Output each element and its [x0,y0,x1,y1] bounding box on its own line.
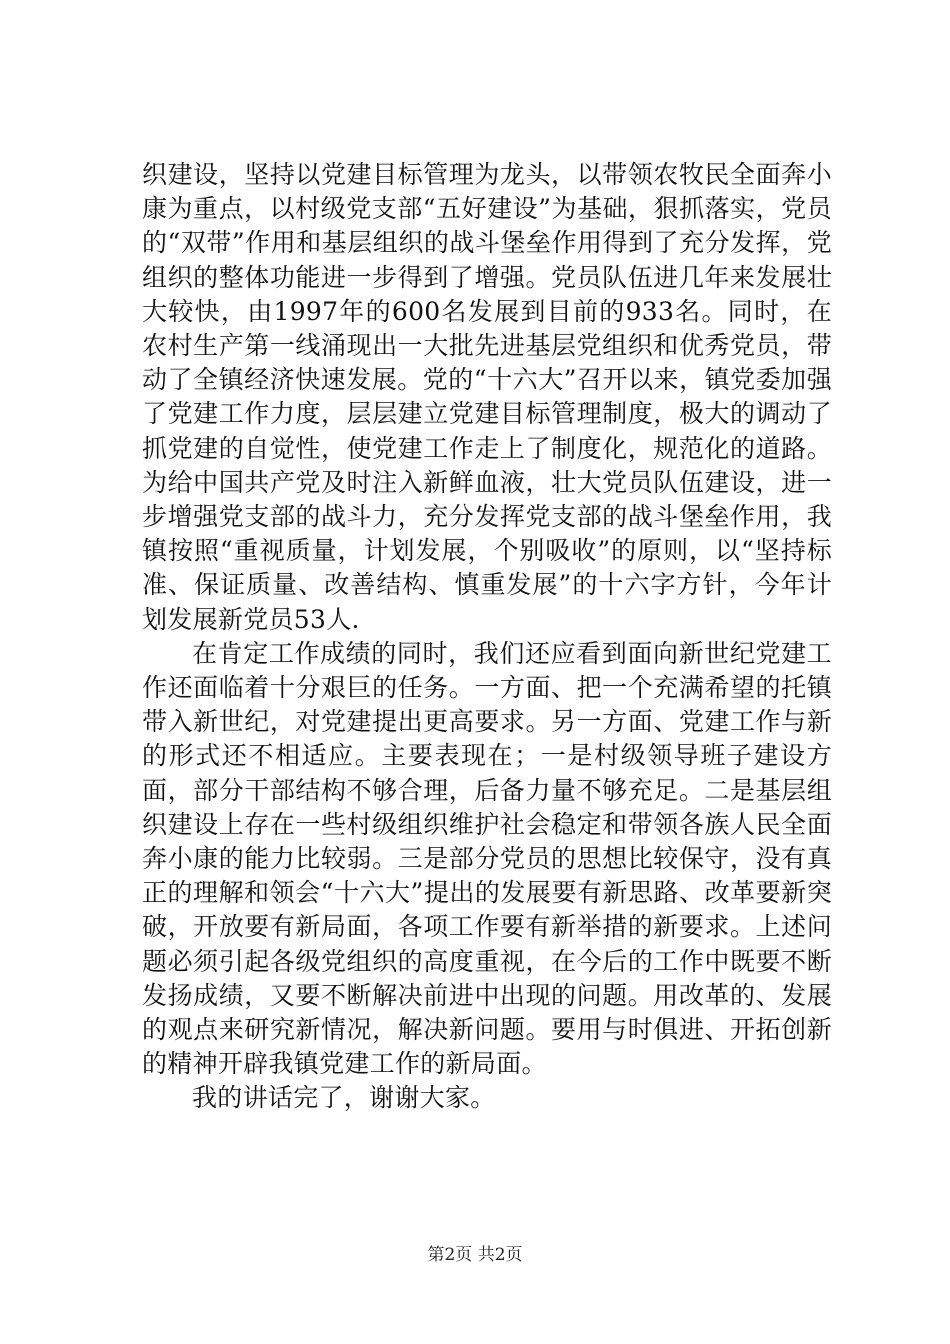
document-body [142,158,832,1116]
page-footer [0,1245,950,1265]
page-number: 第2页 共2页 [427,1245,523,1265]
paragraph-challenges: 在肯定工作成绩的同时，我们还应看到面向新世纪党建工作还面临着十分艰巨的任务。一方面、把一个充满希望的托镇带入新世纪，对党建提出更高要求。另一方面、党建工作与新的形式还不相适应。主要表现在；一是村级领导班子建设方面，部分干部结构不够合理，后备力量不够充足。二是基层组织建设上存在一些村级组织维护社会稳定和带领各族人民全面奔小康的能力比较弱。三是部分党员的思想比较保守，没有真正的理解和领会“十六大”提出的发展要有新思路、改革要新突破，开放要有新局面，各项工作要有新举措的新要求。上述问题必须引起各级党组织的高度重视，在今后的工作中既要不断发扬成绩，又要不断解决前进中出现的问题。用改革的、发展的观点来研究新情况，解决新问题。要用与时俱进、开拓创新的精神开辟我镇党建工作的新局面。 [142,638,832,1079]
paragraph-continuation: 织建设，坚持以党建目标管理为龙头，以带领农牧民全面奔小康为重点，以村级党支部“五好建设”为基础，狠抓落实，党员的“双带”作用和基层组织的战斗堡垒作用得到了充分发挥，党组织的整体功能进一步得到了增强。党员队伍进几年来发展壮大较快，由1997年的600名发展到目前的933名。同时，在农村生产第一线涌现出一大批先进基层党组织和优秀党员，带动了全镇经济快速发展。党的“十六大”召开以来，镇党委加强了党建工作力度，层层建立党建目标管理制度，极大的调动了抓党建的自觉性，使党建工作走上了制度化，规范化的道路。为给中国共产党及时注入新鲜血液，壮大党员队伍建设，进一步增强党支部的战斗力，充分发挥党支部的战斗堡垒作用，我镇按照“重视质量，计划发展，个别吸收”的原则，以“坚持标准、保证质量、改善结构、慎重发展”的十六字方针，今年计划发展新党员53人. [142,160,832,634]
paragraph-closing: 我的讲话完了，谢谢大家。 [192,1083,496,1113]
